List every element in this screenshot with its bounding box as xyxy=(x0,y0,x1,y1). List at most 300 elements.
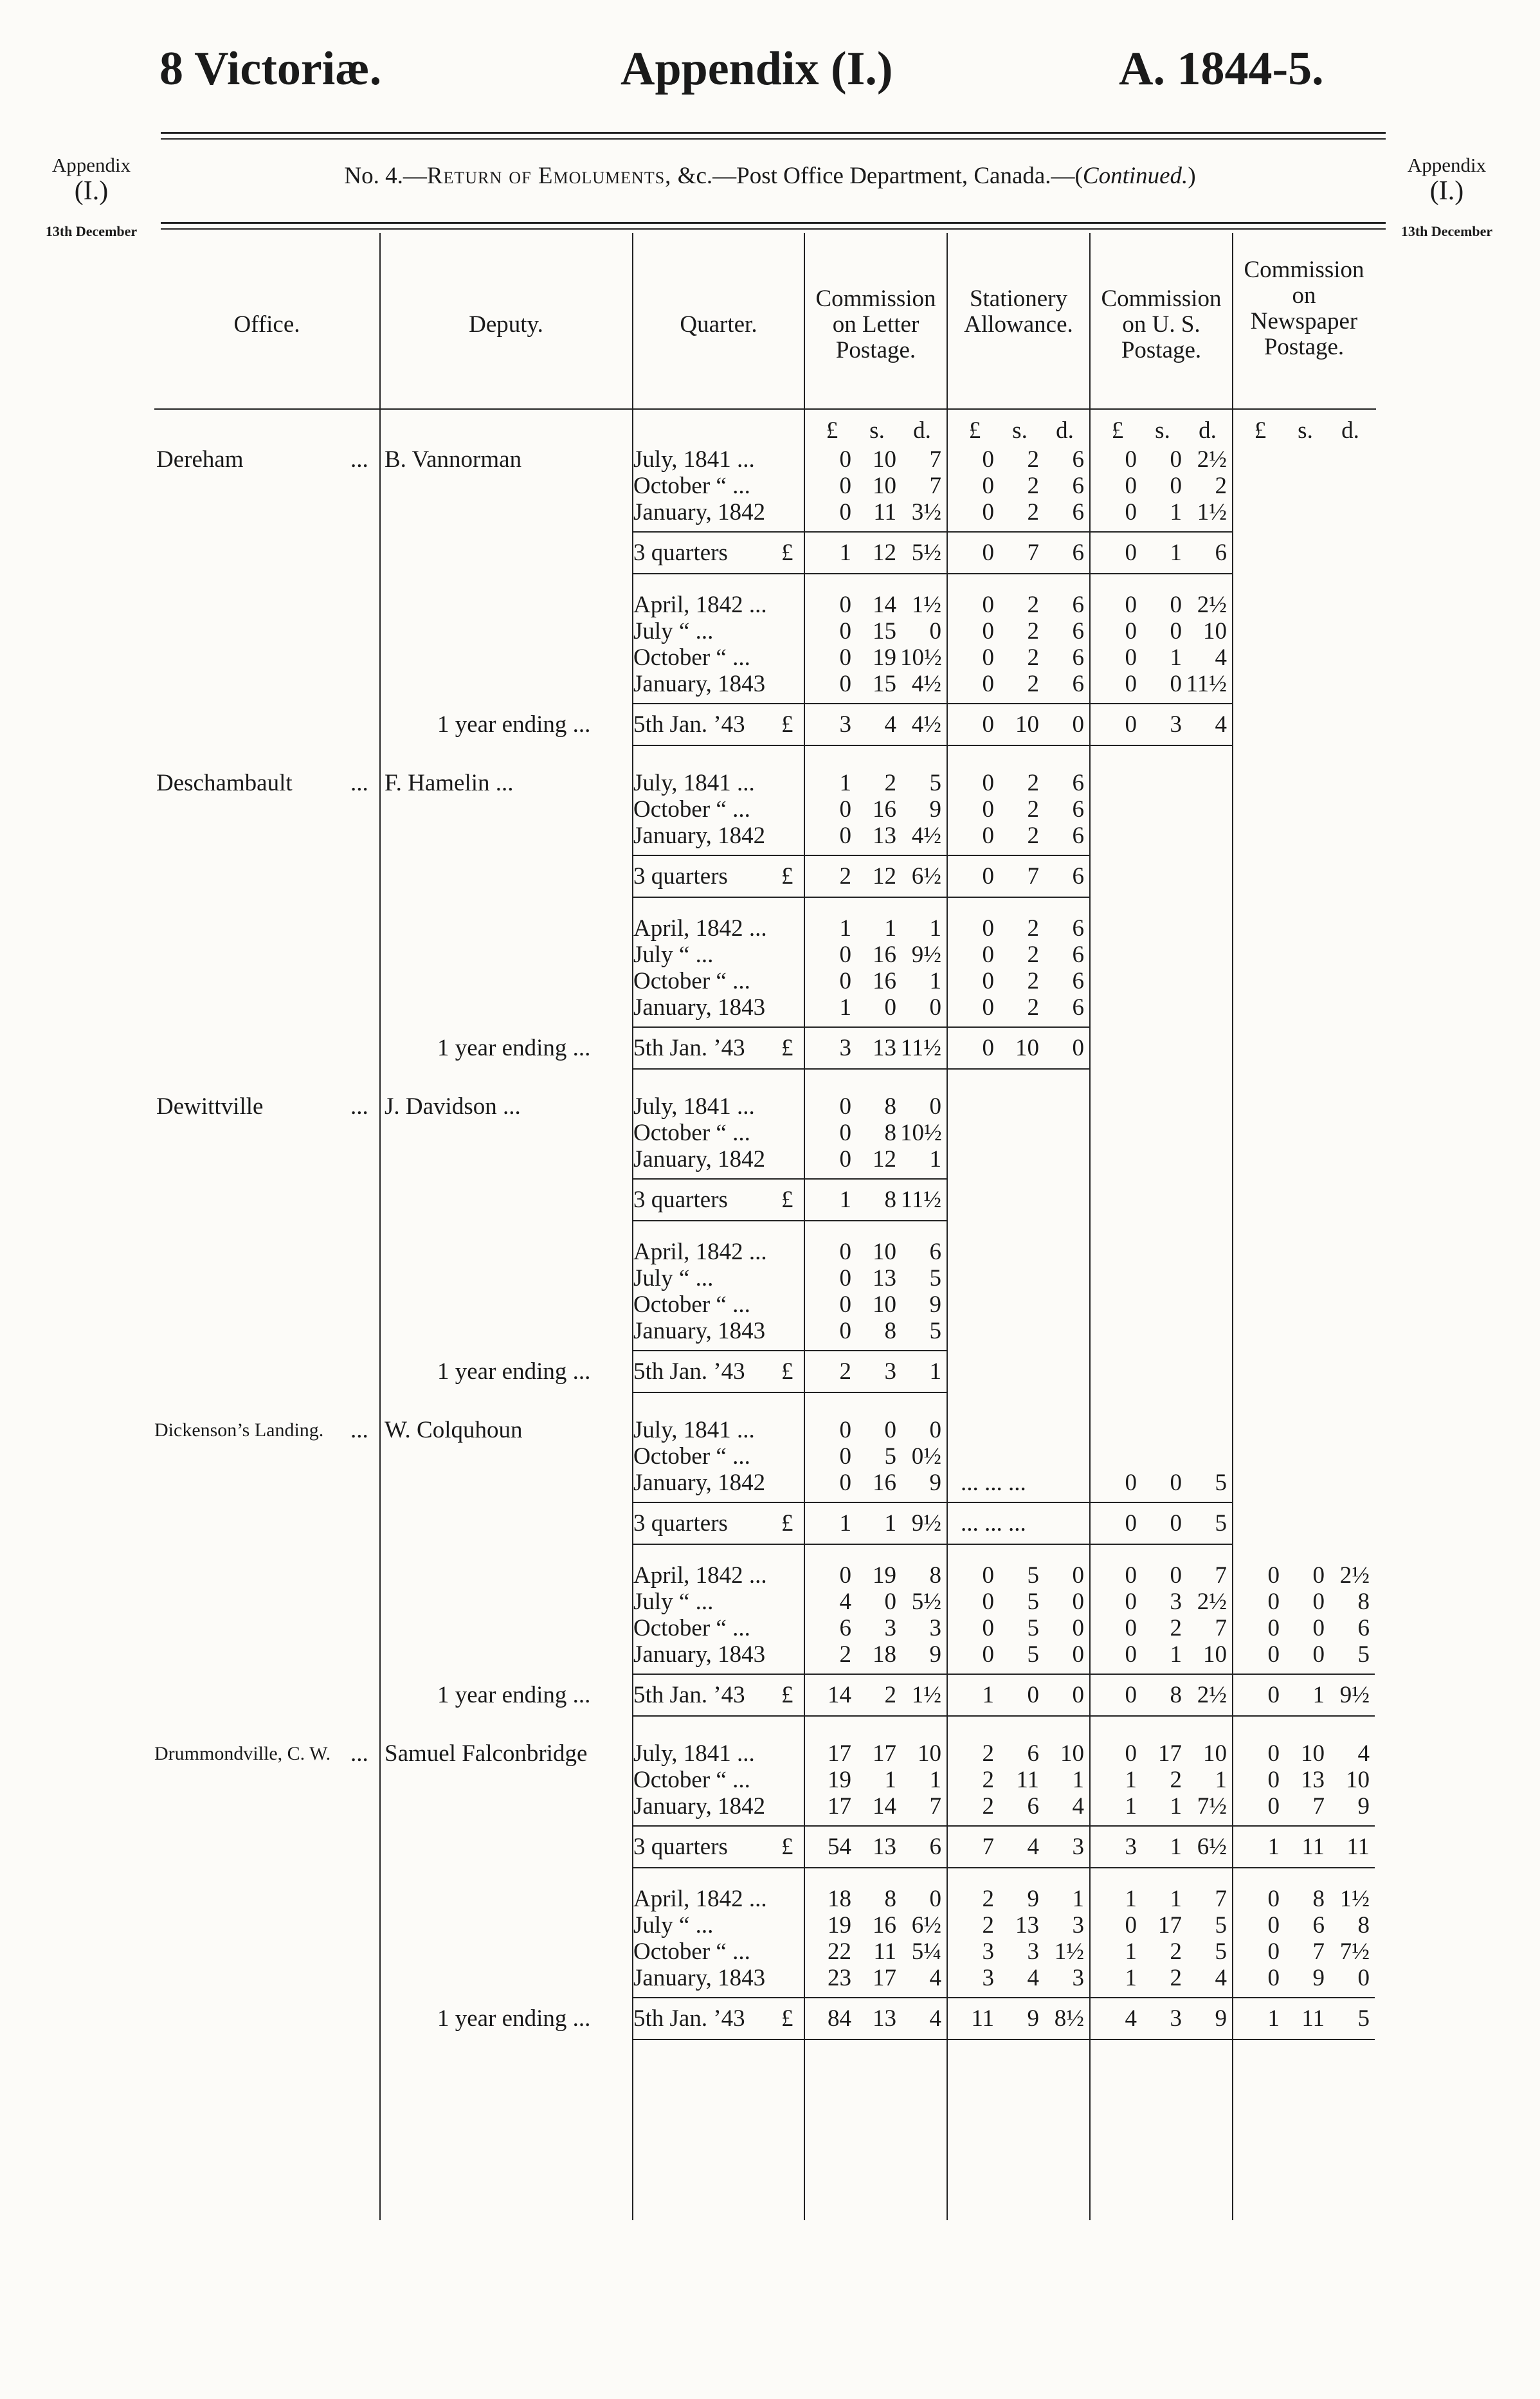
quarter-label: April, 1842 ... xyxy=(633,592,767,618)
three-quarters-label: 3 quarters xyxy=(633,1187,728,1213)
col-newspaper-line: Commission xyxy=(1244,257,1364,283)
us-value-pounds: 0 xyxy=(1125,644,1137,671)
letter-value-pence: 9½ xyxy=(911,942,941,968)
newspaper-value-pounds: 0 xyxy=(1267,1938,1280,1965)
newspaper-value-pounds: 0 xyxy=(1267,1641,1280,1668)
three-quarters-label: 3 quarters xyxy=(633,863,728,889)
newspaper-value-shillings: 0 xyxy=(1312,1615,1325,1641)
unit-label-shilling: s. xyxy=(1012,417,1028,444)
letter-value-pence: 3½ xyxy=(911,499,941,525)
subtotal-newspaper-pence: 11 xyxy=(1346,1834,1370,1860)
letter-value-pence: 7 xyxy=(929,473,941,499)
year-ending-label: 1 year ending ... xyxy=(437,1682,591,1708)
letter-value-shillings: 16 xyxy=(873,942,896,968)
box-line xyxy=(947,745,1089,746)
stationery-value-shillings: 2 xyxy=(1027,446,1039,473)
us-value-pounds: 0 xyxy=(1125,499,1137,525)
col-quarter-header: Quarter. xyxy=(680,311,757,338)
col-us-header xyxy=(1091,286,1232,363)
stationery-value-pence: 0 xyxy=(1072,1615,1084,1641)
unit-label-shilling: s. xyxy=(1298,417,1313,444)
box-line xyxy=(1089,1867,1232,1868)
total-stationery-pence: 0 xyxy=(1072,711,1084,738)
col-letter-line: Postage. xyxy=(835,337,916,363)
quarter-label: January, 1843 xyxy=(633,1641,766,1668)
newspaper-value-shillings: 7 xyxy=(1312,1938,1325,1965)
year-ending-label: 1 year ending ... xyxy=(437,1358,591,1385)
stationery-value-shillings: 5 xyxy=(1027,1615,1039,1641)
stationery-value-pounds: 0 xyxy=(982,644,994,671)
stationery-value-pounds: 3 xyxy=(982,1965,994,1991)
total-newspaper-pence: 5 xyxy=(1357,2005,1370,2032)
subtotal-stationery-shillings: 7 xyxy=(1027,863,1039,889)
box-line xyxy=(804,1715,947,1717)
subtotal-stationery-pounds: 7 xyxy=(982,1834,994,1860)
stationery-value-pence: 3 xyxy=(1072,1912,1084,1938)
col-letter-line: on Letter xyxy=(832,311,919,338)
quarter-label: October “ ... xyxy=(633,1615,750,1641)
pound-sign: £ xyxy=(781,1358,793,1385)
three-quarters-label: 3 quarters xyxy=(633,540,728,566)
letter-value-pence: 0 xyxy=(929,994,941,1021)
newspaper-value-shillings: 0 xyxy=(1312,1562,1325,1589)
us-value-shillings: 1 xyxy=(1170,1641,1182,1668)
subtotal-letter-pence: 11½ xyxy=(900,1187,941,1213)
total-line xyxy=(633,1392,804,1393)
quarter-label: January, 1843 xyxy=(633,1318,766,1344)
us-value-pence: 1½ xyxy=(1197,499,1227,525)
letter-value-pence: 5 xyxy=(929,770,941,796)
subtotal-line xyxy=(633,573,804,574)
letter-value-pounds: 0 xyxy=(839,1318,851,1344)
leader-dots: ... xyxy=(350,1740,368,1767)
us-value-pounds: 0 xyxy=(1125,671,1137,697)
stationery-value-pounds: 2 xyxy=(982,1886,994,1912)
total-letter-shillings: 2 xyxy=(884,1682,896,1708)
letter-value-shillings: 3 xyxy=(884,1615,896,1641)
us-value-pounds: 0 xyxy=(1125,473,1137,499)
letter-value-pence: 10½ xyxy=(900,644,942,671)
title-continued: Continued. xyxy=(1082,163,1188,189)
letter-value-pounds: 0 xyxy=(839,1120,851,1146)
box-line xyxy=(804,897,947,898)
stationery-value-shillings: 2 xyxy=(1027,994,1039,1021)
quarter-label: January, 1842 xyxy=(633,823,766,849)
col-stationery-line: Stationery xyxy=(969,286,1068,312)
us-value-pounds: 0 xyxy=(1125,1562,1137,1589)
box-line xyxy=(804,1178,947,1180)
letter-value-pence: 0 xyxy=(929,1886,941,1912)
us-value-shillings: 0 xyxy=(1170,1562,1182,1589)
total-us-shillings: 8 xyxy=(1170,1682,1182,1708)
us-value-shillings: 17 xyxy=(1158,1740,1182,1767)
us-value-pounds: 0 xyxy=(1125,592,1137,618)
total-line xyxy=(633,1068,804,1070)
stationery-value-pence: 6 xyxy=(1072,499,1084,525)
quarter-label: October “ ... xyxy=(633,473,750,499)
letter-value-pounds: 0 xyxy=(839,499,851,525)
stationery-value-pence: 6 xyxy=(1072,942,1084,968)
us-value-pounds: 0 xyxy=(1125,1641,1137,1668)
total-stationery-shillings: 10 xyxy=(1015,1035,1039,1061)
box-line xyxy=(947,1997,1089,1998)
box-line xyxy=(1089,745,1232,746)
stationery-value-shillings: 5 xyxy=(1027,1641,1039,1668)
us-value-pence: 7 xyxy=(1215,1615,1227,1641)
letter-value-pounds: 23 xyxy=(828,1965,851,1991)
title-rule-top xyxy=(161,222,1386,224)
us-value-pence: 11½ xyxy=(1186,671,1227,697)
us-value-shillings: 17 xyxy=(1158,1912,1182,1938)
total-us-pounds: 0 xyxy=(1125,1682,1137,1708)
box-line xyxy=(1089,1997,1232,1998)
stationery-value-shillings: 2 xyxy=(1027,770,1039,796)
letter-value-shillings: 18 xyxy=(873,1641,896,1668)
letter-value-pounds: 0 xyxy=(839,1265,851,1291)
box-line xyxy=(947,1825,1089,1827)
us-value-shillings: 2 xyxy=(1170,1965,1182,1991)
col-divider xyxy=(1232,233,1233,2220)
letter-value-shillings: 14 xyxy=(873,592,896,618)
letter-value-shillings: 8 xyxy=(884,1120,896,1146)
total-line xyxy=(633,1997,804,1998)
letter-value-shillings: 11 xyxy=(873,1938,896,1965)
letter-value-pence: 9 xyxy=(929,1470,941,1496)
col-stationery-header xyxy=(948,286,1089,338)
newspaper-value-pence: 6 xyxy=(1357,1615,1370,1641)
quarter-label: January, 1842 xyxy=(633,1470,766,1496)
newspaper-value-pence: 2½ xyxy=(1339,1562,1370,1589)
col-deputy-header: Deputy. xyxy=(469,311,543,338)
box-line xyxy=(1232,1997,1375,1998)
stationery-value-pence: 6 xyxy=(1072,968,1084,994)
letter-value-pounds: 2 xyxy=(839,1641,851,1668)
side-note-label: Appendix xyxy=(51,154,131,176)
box-line xyxy=(804,1350,947,1351)
box-line xyxy=(804,855,947,856)
total-stationery-shillings: 0 xyxy=(1027,1682,1039,1708)
box-line xyxy=(1089,1544,1232,1545)
col-newspaper-header xyxy=(1233,257,1375,360)
letter-value-shillings: 16 xyxy=(873,1912,896,1938)
quarter-label: July “ ... xyxy=(633,1589,714,1615)
us-value-shillings: 1 xyxy=(1170,1793,1182,1820)
box-line xyxy=(804,573,947,574)
letter-value-pounds: 19 xyxy=(828,1912,851,1938)
letter-value-pence: 5 xyxy=(929,1318,941,1344)
total-letter-pounds: 3 xyxy=(839,1035,851,1061)
stationery-value-pence: 6 xyxy=(1072,446,1084,473)
letter-value-shillings: 16 xyxy=(873,1470,896,1496)
total-line xyxy=(633,1674,804,1675)
total-us-shillings: 3 xyxy=(1170,711,1182,738)
subtotal-us-pence: 5 xyxy=(1215,1510,1227,1537)
quarter-label: April, 1842 ... xyxy=(633,1562,767,1589)
stationery-value-pence: 0 xyxy=(1072,1589,1084,1615)
stationery-value-pounds: 0 xyxy=(982,1562,994,1589)
letter-value-pence: 6½ xyxy=(911,1912,941,1938)
newspaper-value-pounds: 0 xyxy=(1267,1615,1280,1641)
stationery-value-pounds: 2 xyxy=(982,1793,994,1820)
letter-value-pence: 0½ xyxy=(911,1443,941,1470)
unit-label-pence: d. xyxy=(913,417,931,444)
quarter-label: July, 1841 ... xyxy=(633,770,755,796)
dots-placeholder: ... ... ... xyxy=(961,1510,1026,1537)
pound-sign: £ xyxy=(781,711,793,738)
box-line xyxy=(947,1544,1089,1545)
quarter-label: October “ ... xyxy=(633,968,750,994)
header-session: 8 Victoriæ. xyxy=(159,42,382,95)
total-us-pounds: 4 xyxy=(1125,2005,1137,2032)
letter-value-shillings: 17 xyxy=(873,1740,896,1767)
stationery-value-pence: 1 xyxy=(1072,1886,1084,1912)
us-value-pence: 4 xyxy=(1215,1965,1227,1991)
letter-value-shillings: 2 xyxy=(884,770,896,796)
total-stationery-pence: 8½ xyxy=(1054,2005,1084,2032)
deputy-name: F. Hamelin ... xyxy=(385,770,514,796)
year-ending-label: 1 year ending ... xyxy=(437,2005,591,2032)
stationery-value-pence: 3 xyxy=(1072,1965,1084,1991)
subtotal-letter-pence: 5½ xyxy=(911,540,941,566)
stationery-value-pounds: 0 xyxy=(982,968,994,994)
quarter-label: July “ ... xyxy=(633,942,714,968)
total-us-pounds: 0 xyxy=(1125,711,1137,738)
subtotal-us-pounds: 0 xyxy=(1125,1510,1137,1537)
box-line xyxy=(804,531,947,533)
header-rule-top xyxy=(161,132,1386,134)
us-value-shillings: 1 xyxy=(1170,499,1182,525)
total-stationery-shillings: 10 xyxy=(1015,711,1039,738)
letter-value-shillings: 0 xyxy=(884,1589,896,1615)
table-title xyxy=(167,162,1373,190)
box-line xyxy=(1232,1825,1375,1827)
box-line xyxy=(947,1715,1089,1717)
stationery-value-pence: 1½ xyxy=(1054,1938,1084,1965)
letter-value-pence: 9 xyxy=(929,1291,941,1318)
us-value-pence: 2½ xyxy=(1197,592,1227,618)
quarter-label: January, 1843 xyxy=(633,994,766,1021)
stationery-value-shillings: 4 xyxy=(1027,1965,1039,1991)
newspaper-value-pounds: 0 xyxy=(1267,1589,1280,1615)
stationery-value-shillings: 5 xyxy=(1027,1562,1039,1589)
total-line xyxy=(633,1026,804,1028)
us-value-shillings: 0 xyxy=(1170,671,1182,697)
newspaper-value-pounds: 0 xyxy=(1267,1767,1280,1793)
leader-dots: ... xyxy=(350,1417,368,1443)
letter-value-shillings: 8 xyxy=(884,1886,896,1912)
total-newspaper-pence: 9½ xyxy=(1339,1682,1370,1708)
newspaper-value-pounds: 0 xyxy=(1267,1886,1280,1912)
subtotal-stationery-pounds: 0 xyxy=(982,863,994,889)
letter-value-pence: 7 xyxy=(929,446,941,473)
col-us-line: Postage. xyxy=(1121,337,1202,363)
letter-value-pence: 0 xyxy=(929,618,941,644)
letter-value-pounds: 1 xyxy=(839,915,851,942)
newspaper-value-pence: 0 xyxy=(1357,1965,1370,1991)
us-value-pounds: 0 xyxy=(1125,1615,1137,1641)
us-value-pence: 7 xyxy=(1215,1562,1227,1589)
newspaper-value-pounds: 0 xyxy=(1267,1740,1280,1767)
unit-label-pence: d. xyxy=(1341,417,1359,444)
quarter-label: January, 1843 xyxy=(633,1965,766,1991)
stationery-value-pounds: 0 xyxy=(982,994,994,1021)
stationery-value-shillings: 11 xyxy=(1016,1767,1039,1793)
total-stationery-pence: 0 xyxy=(1072,1682,1084,1708)
letter-value-pence: 1 xyxy=(929,968,941,994)
quarter-label: October “ ... xyxy=(633,1938,750,1965)
pound-sign: £ xyxy=(781,1187,793,1213)
total-letter-shillings: 3 xyxy=(884,1358,896,1385)
box-line xyxy=(947,703,1089,704)
quarter-label: January, 1842 xyxy=(633,499,766,525)
box-line xyxy=(1089,1674,1232,1675)
us-value-pounds: 1 xyxy=(1125,1965,1137,1991)
letter-value-shillings: 1 xyxy=(884,915,896,942)
letter-value-shillings: 13 xyxy=(873,823,896,849)
col-us-line: Commission xyxy=(1101,286,1222,312)
newspaper-value-pounds: 0 xyxy=(1267,1562,1280,1589)
subtotal-letter-pounds: 1 xyxy=(839,540,851,566)
subtotal-newspaper-shillings: 11 xyxy=(1301,1834,1325,1860)
subtotal-stationery-shillings: 4 xyxy=(1027,1834,1039,1860)
stationery-value-shillings: 2 xyxy=(1027,796,1039,823)
box-line xyxy=(804,2039,947,2040)
subtotal-letter-pence: 9½ xyxy=(911,1510,941,1537)
pound-sign: £ xyxy=(781,863,793,889)
stationery-value-pounds: 3 xyxy=(982,1938,994,1965)
year-ending-label: 1 year ending ... xyxy=(437,711,591,738)
stationery-value-pounds: 0 xyxy=(982,671,994,697)
stationery-value-shillings: 9 xyxy=(1027,1886,1039,1912)
total-stationery-pounds: 1 xyxy=(982,1682,994,1708)
letter-value-shillings: 17 xyxy=(873,1965,896,1991)
pound-sign: £ xyxy=(781,1035,793,1061)
newspaper-value-pence: 10 xyxy=(1346,1767,1370,1793)
letter-value-pounds: 0 xyxy=(839,644,851,671)
subtotal-letter-pounds: 1 xyxy=(839,1187,851,1213)
letter-value-pounds: 0 xyxy=(839,1417,851,1443)
col-letter-line: Commission xyxy=(815,286,936,312)
total-letter-pounds: 14 xyxy=(828,1682,851,1708)
side-note-paren: (I.) xyxy=(1429,176,1464,206)
col-us-line: on U. S. xyxy=(1122,311,1200,338)
quarter-label: October “ ... xyxy=(633,644,750,671)
quarter-label: October “ ... xyxy=(633,796,750,823)
us-value-pounds: 1 xyxy=(1125,1886,1137,1912)
quarter-label: July “ ... xyxy=(633,618,714,644)
quarter-label: April, 1842 ... xyxy=(633,1886,767,1912)
subtotal-us-shillings: 1 xyxy=(1170,1834,1182,1860)
letter-value-pounds: 0 xyxy=(839,1093,851,1120)
letter-value-pounds: 4 xyxy=(839,1589,851,1615)
newspaper-value-pounds: 0 xyxy=(1267,1912,1280,1938)
stationery-value-pounds: 0 xyxy=(982,446,994,473)
us-value-pounds: 1 xyxy=(1125,1793,1137,1820)
subtotal-letter-pounds: 2 xyxy=(839,863,851,889)
office-name: Dickenson’s Landing. xyxy=(154,1419,324,1441)
us-value-shillings: 2 xyxy=(1170,1938,1182,1965)
office-name: Deschambault xyxy=(156,770,293,796)
office-name: Dewittville xyxy=(156,1093,264,1120)
box-line xyxy=(1089,703,1232,704)
letter-value-pence: 9 xyxy=(929,1641,941,1668)
box-line xyxy=(804,1867,947,1868)
pound-sign: £ xyxy=(781,540,793,566)
letter-value-pounds: 17 xyxy=(828,1793,851,1820)
quarter-label: January, 1842 xyxy=(633,1793,766,1820)
us-value-shillings: 1 xyxy=(1170,1886,1182,1912)
newspaper-value-pence: 8 xyxy=(1357,1912,1370,1938)
letter-value-pounds: 0 xyxy=(839,968,851,994)
total-us-pence: 4 xyxy=(1215,711,1227,738)
title-small-caps: Return of Emoluments, xyxy=(426,163,672,189)
year-ending-date: 5th Jan. ’43 xyxy=(633,2005,745,2032)
letter-value-pence: 6 xyxy=(929,1239,941,1265)
subtotal-newspaper-pounds: 1 xyxy=(1267,1834,1280,1860)
pound-sign: £ xyxy=(781,1834,793,1860)
quarter-label: July “ ... xyxy=(633,1265,714,1291)
stationery-value-pence: 0 xyxy=(1072,1562,1084,1589)
letter-value-pence: 1 xyxy=(929,1767,941,1793)
side-note-left xyxy=(21,154,162,239)
quarter-label: October “ ... xyxy=(633,1443,750,1470)
us-value-pence: 5 xyxy=(1215,1470,1227,1496)
total-us-pence: 9 xyxy=(1215,2005,1227,2032)
total-stationery-shillings: 9 xyxy=(1027,2005,1039,2032)
letter-value-shillings: 5 xyxy=(884,1443,896,1470)
unit-label-pence: d. xyxy=(1199,417,1217,444)
subtotal-line xyxy=(633,531,804,533)
stationery-value-pence: 6 xyxy=(1072,592,1084,618)
newspaper-value-pence: 9 xyxy=(1357,1793,1370,1820)
stationery-value-pence: 6 xyxy=(1072,618,1084,644)
subtotal-letter-shillings: 12 xyxy=(873,540,896,566)
total-letter-pence: 4 xyxy=(929,2005,941,2032)
us-value-shillings: 0 xyxy=(1170,473,1182,499)
subtotal-line xyxy=(633,897,804,898)
stationery-value-pounds: 0 xyxy=(982,1589,994,1615)
stationery-value-pence: 4 xyxy=(1072,1793,1084,1820)
subtotal-letter-pence: 6½ xyxy=(911,863,941,889)
stationery-value-pence: 10 xyxy=(1060,1740,1084,1767)
newspaper-value-shillings: 10 xyxy=(1301,1740,1325,1767)
us-value-shillings: 2 xyxy=(1170,1767,1182,1793)
subtotal-line xyxy=(633,1544,804,1545)
letter-value-pounds: 18 xyxy=(828,1886,851,1912)
subtotal-line xyxy=(633,855,804,856)
year-ending-date: 5th Jan. ’43 xyxy=(633,1035,745,1061)
us-value-shillings: 3 xyxy=(1170,1589,1182,1615)
total-line xyxy=(633,2039,804,2040)
letter-value-pounds: 0 xyxy=(839,618,851,644)
letter-value-pounds: 0 xyxy=(839,473,851,499)
unit-label-pound: £ xyxy=(826,417,838,444)
title-suffix: &c.—Post Office Department, Canada.—( xyxy=(671,163,1083,189)
us-value-pence: 7 xyxy=(1215,1886,1227,1912)
header-year: A. 1844-5. xyxy=(1119,42,1324,95)
stationery-value-shillings: 2 xyxy=(1027,671,1039,697)
stationery-value-shillings: 2 xyxy=(1027,942,1039,968)
header-rule-bottom xyxy=(161,138,1386,140)
col-letter-header xyxy=(805,286,947,363)
us-value-pence: 2 xyxy=(1215,473,1227,499)
side-note-date: 13th December xyxy=(45,223,138,240)
total-letter-pounds: 2 xyxy=(839,1358,851,1385)
stationery-value-shillings: 6 xyxy=(1027,1793,1039,1820)
box-line xyxy=(947,2039,1089,2040)
letter-value-shillings: 19 xyxy=(873,644,896,671)
deputy-name: J. Davidson ... xyxy=(385,1093,521,1120)
